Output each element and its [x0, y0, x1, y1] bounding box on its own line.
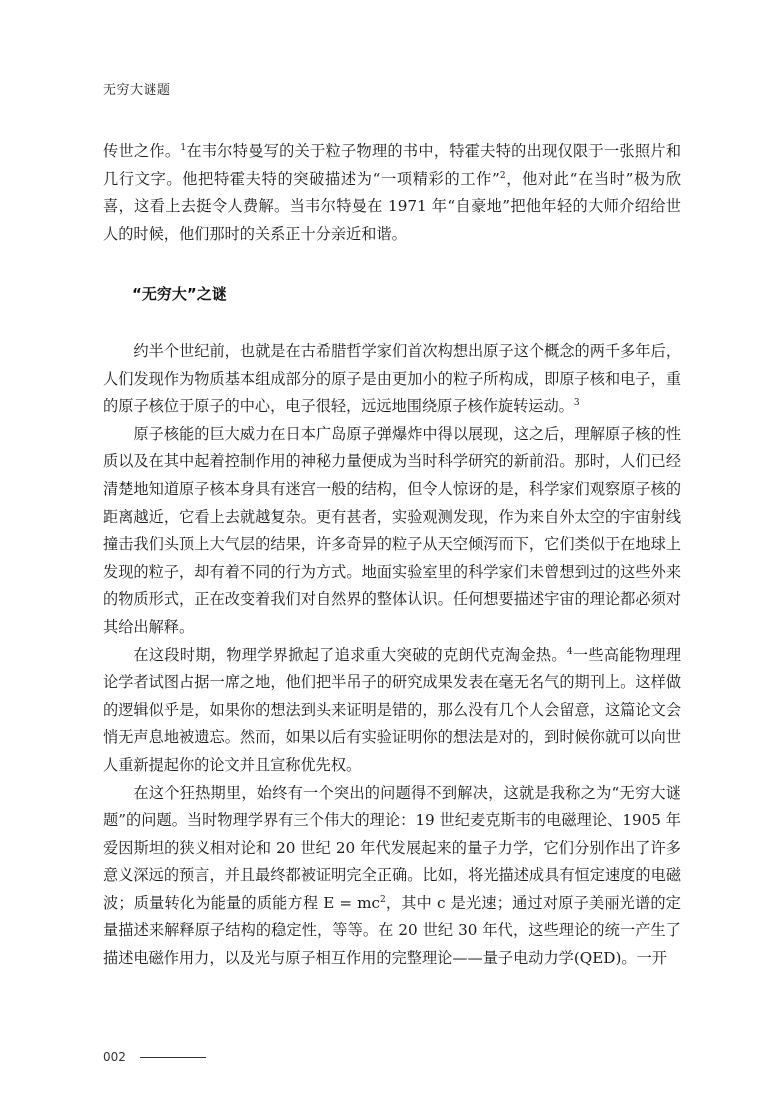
- footnote-ref-3: 3: [573, 398, 580, 409]
- footnote-ref-1: 1: [180, 142, 187, 153]
- page-footer: [103, 1050, 206, 1064]
- intro-paragraph: 传世之作。$^1$在韦尔特曼写的关于粒子物理的书中，特霍夫特的出现仅限于一张照片和几行文字。他把特霍夫特的突破描述为“一项精彩的工作”$^2$，他对此“在当时”极为欣喜，这看上去挺令人费解。当韦尔特曼在 1971 年“自豪地”把他年轻的大师介绍给世人的时候，他们那时的关系正十分亲近和谐。: [103, 142, 682, 243]
- footer-rule: [140, 1057, 206, 1058]
- footnote-ref-4: 4: [566, 646, 573, 657]
- footnote-ref-2: 2: [499, 170, 506, 181]
- intro-text: [103, 138, 681, 248]
- running-head: 无穷大谜题: [103, 83, 171, 98]
- paragraph-4: 在这个狂热期里，始终有一个突出的问题得不到解决，这就是我称之为“无穷大谜题”的问题。当时物理学界有三个伟大的理论：19 世纪麦克斯韦的电磁理论、1905 年爱因斯坦的狭义相对论和 20 世纪 20 年代发展起来的量子力学，它们分别作出了许多意义深远的预言，并且最终都被证明完全正确。比如，将光描述成具有恒定速度的电磁波；质量转化为能量的质能方程 $E = mc^2$，其中 c 是光速；通过对原子美丽光谱的定量描述来解释原子结构的稳定性，等等。在 20 世纪 30 年代，这些理论的统一产生了描述电磁作用力，以及光与原子相互作用的完整理论——量子电动力学(QED)。一开: [103, 783, 681, 968]
- page-number: 002: [103, 1050, 126, 1064]
- paragraph-2: 原子核能的巨大威力在日本广岛原子弹爆炸中得以展现，这之后，理解原子核的性质以及在其中起着控制作用的神秘力量便成为当时科学研究的新前沿。那时，人们已经清楚地知道原子核本身具有迷宫一般的结构，但令人惊讶的是，科学家们观察原子核的距离越近，它看上去就越复杂。更有甚者，实验观测发现，作为来自外太空的宇宙射线撞击我们头顶上大气层的结果，许多奇异的粒子从天空倾泻而下，它们类似于在地球上发现的粒子，却有着不同的行为方式。地面实验室里的科学家们未曾想到过的这些外来的物质形式，正在改变着我们对自然界的整体认识。任何想要描述宇宙的理论都必须对其给出解释。: [103, 424, 681, 636]
- superscript-2: 2: [380, 894, 386, 905]
- paragraph-3: 在这段时期，物理学界掀起了追求重大突破的克朗代克淘金热。$^4$一些高能物理理论学者试图占据一席之地，他们把半吊子的研究成果发表在毫无名气的期刊上。这样做的逻辑似乎是，如果你的想法到头来证明是错的，那么没有几个人会留意，这篇论文会悄无声息地被遗忘。然而，如果以后有实验证明你的想法是对的，到时候你就可以向世人重新提起你的论文并且宣称优先权。: [103, 645, 682, 774]
- paragraph-1: 约半个世纪前，也就是在古希腊哲学家们首次构想出原子这个概念的两千多年后，人们发现作为物质基本组成部分的原子是由更加小的粒子所构成，即原子核和电子，重的原子核位于原子的中心，电子很轻，远远地围绕原子核作旋转运动。$^3$: [103, 342, 681, 416]
- section-body: [103, 338, 681, 973]
- section-heading: “无穷大”之谜: [132, 285, 227, 303]
